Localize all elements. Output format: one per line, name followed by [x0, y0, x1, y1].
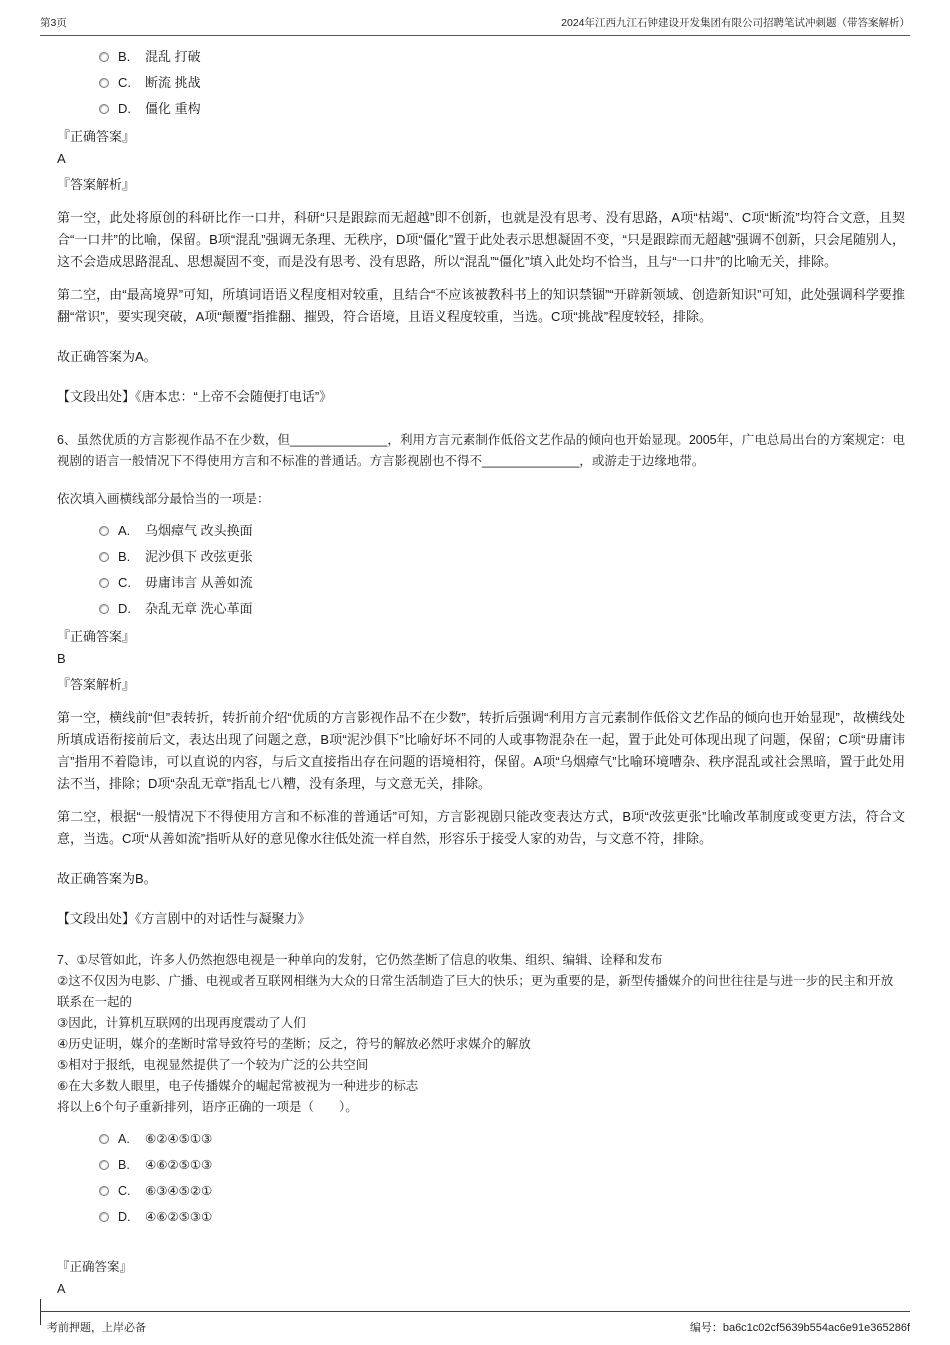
option-letter: D. — [118, 1209, 131, 1224]
q7-correct-answer-value: A — [57, 1282, 66, 1296]
option-text: 毋庸讳言 从善如流 — [145, 575, 253, 590]
q6-analysis-paragraph: 第一空，横线前“但”表转折，转折前介绍“优质的方言影视作品不在少数”，转折后强调“利用方言元素制作低俗文艺作品的倾向也开始显现”，故横线处所填成语衔接前后文，表达出现了问题之意，B项“泥沙俱下”比喻好坏不同的人或事物混杂在一起，置于此处可体现出现了问题，保留；C项“毋庸讳言”指用不着隐讳，可以直说的内容，与后文直接指出存在问题的语境相符，保留。A项“乌烟瘴气”比喻环境嘈杂、秩序混乱或社会黑暗，置于此处用法不当，排除；D项“杂乱无章”指乱七八糟，没有条理，与文意无关，排除。 — [57, 710, 905, 791]
q7-sentence: ④历史证明，媒介的垄断时常导致符号的垄断；反之，符号的解放必然吁求媒介的解放 — [57, 1037, 531, 1051]
radio-icon[interactable] — [99, 526, 109, 536]
option-text: ⑥③④⑤②① — [145, 1183, 213, 1198]
q6-correct-answer-label: 『正确答案』 — [57, 629, 136, 644]
q7-option-c[interactable] — [99, 1178, 905, 1204]
q7-option-d[interactable] — [99, 1204, 905, 1230]
question-5-block — [57, 44, 905, 408]
footer-slogan: 考前押题，上岸必备 — [47, 1322, 146, 1334]
option-letter: B. — [118, 49, 131, 64]
q7-sentence: ⑤相对于报纸，电视显然提供了一个较为广泛的公共空间 — [57, 1058, 369, 1072]
q7-question-line: 将以上6个句子重新排列，语序正确的一项是（ ）。 — [57, 1100, 358, 1114]
q7-sentence: 7、①尽管如此，许多人仍然抱怨电视是一种单向的发射，它仍然垄断了信息的收集、组织、编辑、诠释和发布 — [57, 953, 663, 967]
q6-option-b[interactable] — [99, 544, 905, 570]
radio-icon[interactable] — [99, 578, 109, 588]
document-title: 2024年江西九江石钟建设开发集团有限公司招聘笔试冲刺题（带答案解析） — [561, 17, 910, 29]
option-text: 僵化 重构 — [145, 101, 201, 116]
q6-analysis-label: 『答案解析』 — [57, 677, 136, 692]
question-6-options — [57, 518, 905, 622]
question-7-options — [57, 1126, 905, 1230]
q5-option-c[interactable] — [99, 70, 905, 96]
option-text: 混乱 打破 — [145, 49, 201, 64]
question-5-options — [57, 44, 905, 122]
radio-icon[interactable] — [99, 1160, 109, 1170]
q7-option-a[interactable] — [99, 1126, 905, 1152]
option-letter: A. — [118, 1131, 130, 1146]
q5-analysis-label: 『答案解析』 — [57, 177, 136, 192]
q6-source-reference: 【文段出处】《方言剧中的对话性与凝聚力》 — [57, 911, 311, 926]
q6-prompt: 依次填入画横线部分最恰当的一项是： — [57, 492, 270, 506]
q5-analysis-paragraph: 第二空，由“最高境界”可知，所填词语语义程度相对较重，且结合“不应该被教科书上的知识禁锢”“开辟新领域、创造新知识”可知，此处强调科学要推翻“常识”，要实现突破，A项“颠覆”指推翻、摧毁，符合语境，且语义程度较重，当选。C项“挑战”程度较轻，排除。 — [57, 287, 905, 324]
option-text: ④⑥②⑤③① — [145, 1209, 213, 1224]
q6-option-c[interactable] — [99, 570, 905, 596]
option-text: 泥沙俱下 改弦更张 — [145, 549, 253, 564]
q5-correct-answer-value: A — [57, 151, 66, 166]
radio-icon[interactable] — [99, 604, 109, 614]
q7-option-b[interactable] — [99, 1152, 905, 1178]
q7-sentence: ②这不仅因为电影、广播、电视或者互联网相继为大众的日常生活制造了巨大的快乐；更为重要的是，新型传播媒介的问世往往是与进一步的民主和开放联系在一起的 — [57, 974, 894, 1009]
q5-conclusion: 故正确答案为A。 — [57, 349, 157, 364]
option-text: 断流 挑战 — [145, 75, 201, 90]
q6-option-d[interactable] — [99, 596, 905, 622]
q6-stem: 6、虽然优质的方言影视作品不在少数，但______________，利用方言元素制作低俗文艺作品的倾向也开始显现。2005年，广电总局出台的方案规定：电视剧的语言一般情况下不得使用方言和不标准的普通话。方言影视剧也不得不______________，或游走于边缘地带。 — [57, 433, 905, 468]
q7-sentence: ⑥在大多数人眼里，电子传播媒介的崛起常被视为一种进步的标志 — [57, 1079, 419, 1093]
option-letter: C. — [118, 75, 131, 90]
option-letter: D. — [118, 601, 131, 616]
footer-document-id: 编号：ba6c1c02cf5639b554ac6e91e365286f — [689, 1322, 910, 1334]
q6-analysis-paragraph: 第二空，根据“一般情况下不得使用方言和不标准的普通话”可知，方言影视剧只能改变表达方式，B项“改弦更张”比喻改革制度或变更方法，符合文意，当选。C项“从善如流”指听从好的意见像水往低处流一样自然，形容乐于接受人家的劝告，与文意不符，排除。 — [57, 809, 905, 846]
option-letter: D. — [118, 101, 131, 116]
document-body — [57, 42, 905, 1300]
radio-icon[interactable] — [99, 104, 109, 114]
q5-option-d[interactable] — [99, 96, 905, 122]
radio-icon[interactable] — [99, 78, 109, 88]
q5-analysis-paragraph: 第一空，此处将原创的科研比作一口井，科研“只是跟踪而无超越”即不创新，也就是没有思考、没有思路，A项“枯竭”、C项“断流”均符合文意，且契合“一口井”的比喻，保留。B项“混乱”强调无条理、无秩序，D项“僵化”置于此处表示思想凝固不变，“只是跟踪而无超越”强调不创新，只会尾随别人，这不会造成思路混乱、思想凝固不变，而是没有思考、没有思路，所以“混乱”“僵化”填入此处均不恰当，且与“一口井”的比喻无关，排除。 — [57, 210, 905, 269]
q6-conclusion: 故正确答案为B。 — [57, 871, 157, 886]
radio-icon[interactable] — [99, 1186, 109, 1196]
q6-correct-answer-value: B — [57, 651, 66, 666]
option-text: 乌烟瘴气 改头换面 — [145, 523, 253, 538]
q5-source-reference: 【文段出处】《唐本忠：“上帝不会随便打电话”》 — [57, 389, 333, 404]
radio-icon[interactable] — [99, 552, 109, 562]
question-6-block — [57, 430, 905, 930]
option-text: ④⑥②⑤①③ — [145, 1157, 213, 1172]
page-footer — [40, 1311, 910, 1335]
q5-option-b[interactable] — [99, 44, 905, 70]
option-letter: A. — [118, 523, 131, 538]
q7-correct-answer-label: 『正确答案』 — [57, 1260, 133, 1274]
option-text: 杂乱无章 洗心革面 — [145, 601, 253, 616]
option-letter: C. — [118, 1183, 131, 1198]
page-number-label: 第3页 — [40, 17, 67, 29]
option-letter: C. — [118, 575, 131, 590]
option-letter: B. — [118, 549, 131, 564]
q5-correct-answer-label: 『正确答案』 — [57, 129, 136, 144]
q6-option-a[interactable] — [99, 518, 905, 544]
radio-icon[interactable] — [99, 52, 109, 62]
question-7-block — [57, 950, 905, 1300]
radio-icon[interactable] — [99, 1134, 109, 1144]
option-letter: B. — [118, 1157, 130, 1172]
radio-icon[interactable] — [99, 1212, 109, 1222]
option-text: ⑥②④⑤①③ — [145, 1131, 213, 1146]
page-header — [40, 0, 910, 36]
q7-sentence: ③因此，计算机互联网的出现再度震动了人们 — [57, 1016, 306, 1030]
